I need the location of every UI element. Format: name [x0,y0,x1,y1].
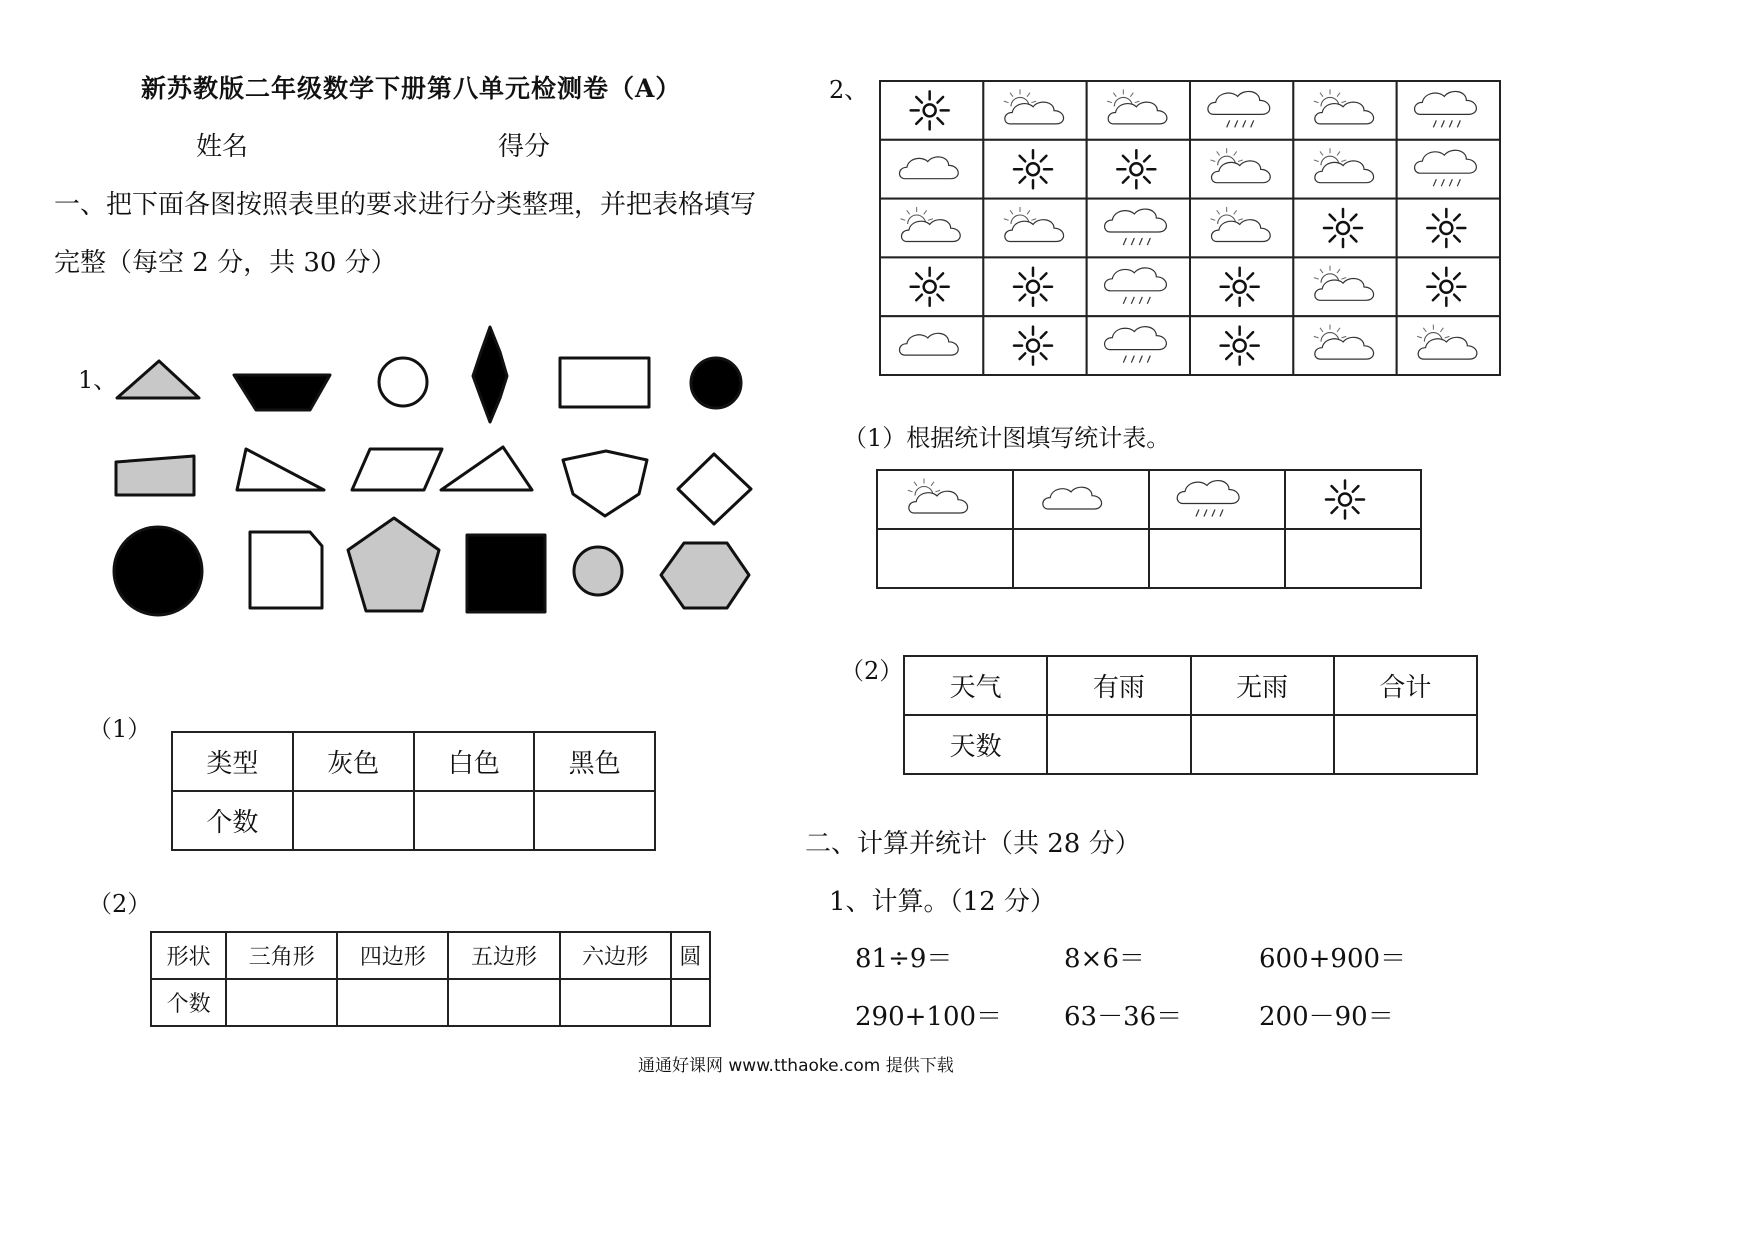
weather-cell [1190,257,1293,316]
calc-problem: 290+100＝ [855,1002,1003,1032]
table-row-label: 个数 [151,979,226,1026]
weather-cell [1397,199,1500,258]
answer-cell[interactable] [1285,529,1421,588]
score-label: 得分 [498,132,551,162]
table-header-cell: 天气 [904,656,1047,715]
question2-label: 2、 [829,76,869,104]
shape-count-table [150,931,711,1027]
table-header-cell: 无雨 [1191,656,1334,715]
icon-header-cell [1149,470,1285,529]
answer-cell[interactable] [877,529,1013,588]
answer-cell[interactable] [293,791,414,850]
answer-cell[interactable] [414,791,535,850]
gray-triangle [117,361,199,398]
white-parallelogram [352,449,442,490]
table-header-cell: 白色 [414,732,535,791]
white-rhombus [678,454,751,524]
calc-problem: 63－36＝ [1064,1002,1183,1032]
name-label: 姓名 [196,132,249,162]
large-black-circle [114,527,202,615]
answer-cell[interactable] [448,979,559,1026]
table-header-cell: 形状 [151,932,226,979]
section1-heading-line1: 一、把下面各图按照表里的要求进行分类整理，并把表格填写 [54,190,757,220]
table-row-label: 个数 [172,791,293,850]
calc-problem: 8×6＝ [1064,944,1145,974]
gray-quadrilateral [116,456,194,495]
weather-cell [880,257,983,316]
table-header-cell: 类型 [172,732,293,791]
calc-problem: 600+900＝ [1259,944,1407,974]
white-triangle [237,449,324,490]
left-sub1-label: （1） [88,715,152,743]
table-header-cell: 圆 [671,932,710,979]
footer-credit: 通通好课网 www.tthaoke.com 提供下载 [638,1056,954,1076]
table-header-cell: 六边形 [560,932,671,979]
black-trapezoid [234,375,330,410]
question1-label: 1、 [78,366,118,394]
answer-cell[interactable] [1047,715,1190,774]
answer-cell[interactable] [1013,529,1149,588]
table-header-cell: 黑色 [534,732,655,791]
small-gray-circle [574,547,622,595]
color-count-table [171,731,656,851]
weather-cell [1397,81,1500,140]
shapes-figure [0,300,800,620]
rain-days-table [903,655,1478,775]
weather-cell [880,81,983,140]
weather-cell [983,257,1086,316]
white-rectangle [560,358,649,407]
answer-cell[interactable] [1149,529,1285,588]
weather-cell [1087,257,1190,316]
weather-icon-table [876,469,1422,589]
answer-cell[interactable] [1334,715,1477,774]
weather-grid [879,80,1501,376]
weather-cell [983,316,1086,375]
white-cut-square [250,532,322,608]
left-sub2-label: （2） [88,890,152,918]
black-circle [691,358,741,408]
white-pentagon [563,451,647,516]
weather-cell [1190,81,1293,140]
gray-hexagon [661,543,749,608]
page-title: 新苏教版二年级数学下册第八单元检测卷（A） [141,74,682,103]
answer-cell[interactable] [560,979,671,1026]
section1-heading-line2: 完整（每空 2 分，共 30 分） [54,248,397,278]
weather-cell [1397,257,1500,316]
weather-sub1-label: （1）根据统计图填写统计表。 [843,424,1171,452]
white-obtuse-triangle [441,447,532,490]
gray-pentagon [348,518,439,611]
table-header-cell: 合计 [1334,656,1477,715]
black-square [467,535,545,612]
icon-header-cell [1013,470,1149,529]
black-hexagon [473,327,507,422]
table-header-cell: 灰色 [293,732,414,791]
white-circle [379,358,427,406]
table-row-label: 天数 [904,715,1047,774]
weather-cell [1087,316,1190,375]
calc-problem: 81÷9＝ [855,944,953,974]
icon-header-cell [1285,470,1421,529]
table-header-cell: 五边形 [448,932,559,979]
weather-cell [880,316,983,375]
answer-cell[interactable] [226,979,337,1026]
section2-heading: 二、计算并统计（共 28 分） [805,829,1141,859]
weather-cell [880,140,983,199]
table-header-cell: 有雨 [1047,656,1190,715]
weather-cell [1190,316,1293,375]
weather-cell [1087,199,1190,258]
table-header-cell: 四边形 [337,932,448,979]
answer-cell[interactable] [337,979,448,1026]
weather-cell [1397,140,1500,199]
answer-cell[interactable] [534,791,655,850]
weather-cell [1087,140,1190,199]
calc-question-label: 1、计算。（12 分） [829,887,1056,917]
answer-cell[interactable] [671,979,710,1026]
table-header-cell: 三角形 [226,932,337,979]
weather-cell [983,140,1086,199]
weather-sub2-label: （2） [840,657,904,685]
calc-problem: 200－90＝ [1259,1002,1394,1032]
answer-cell[interactable] [1191,715,1334,774]
weather-cell [1293,199,1396,258]
